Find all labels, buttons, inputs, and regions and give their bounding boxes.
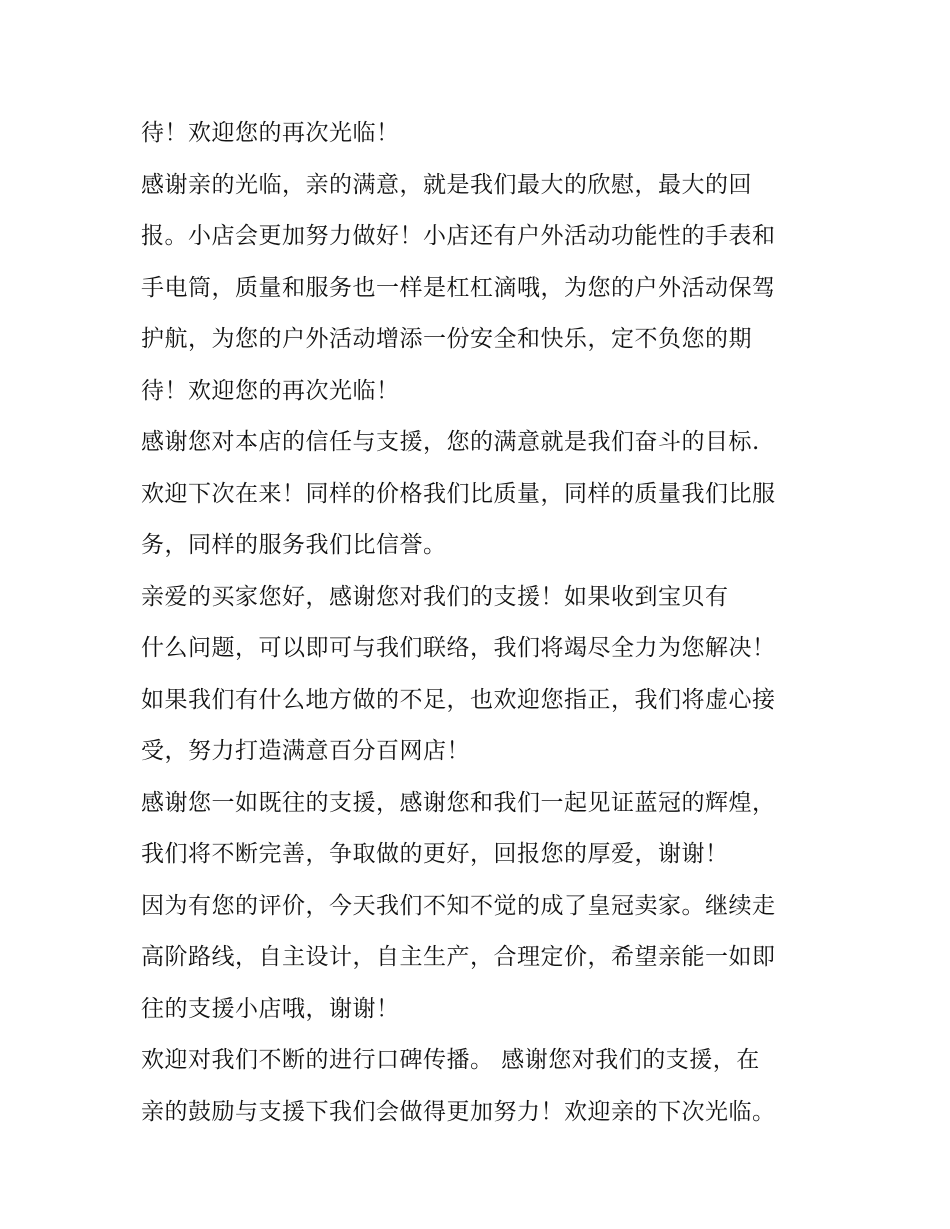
text-line-4: 手电筒，质量和服务也一样是杠杠滴哦，为您的户外活动保驾: [141, 274, 776, 301]
text-line-2: 感谢亲的光临，亲的满意，就是我们最大的欣慰，最大的回: [141, 171, 752, 198]
text-line-3: 报。小店会更加努力做好！小店还有户外活动功能性的手表和: [141, 223, 776, 249]
text-line-19: 欢迎对我们不断的进行口碑传播。 感谢您对我们的支援，在: [141, 1047, 760, 1073]
text-line-1: 待！欢迎您的再次光临！: [141, 120, 400, 146]
text-line-15: 我们将不断完善，争取做的更好，回报您的厚爱，谢谢！: [141, 841, 729, 867]
text-line-5: 护航，为您的户外活动增添一份安全和快乐，定不负您的期: [141, 326, 752, 352]
text-line-7: 感谢您对本店的信任与支援，您的满意就是我们奋斗的目标.: [141, 429, 760, 455]
text-line-12: 如果我们有什么地方做的不足，也欢迎您指正，我们将虚心接: [141, 686, 776, 713]
text-line-14: 感谢您一如既往的支援，感谢您和我们一起见证蓝冠的辉煌，: [141, 789, 776, 816]
text-line-10: 亲爱的买家您好，感谢您对我们的支援！如果收到宝贝有: [141, 583, 729, 610]
body-text: [141, 108, 841, 1138]
text-line-11: 什么问题，可以即可与我们联络，我们将竭尽全力为您解决！: [141, 635, 776, 661]
text-line-9: 务，同样的服务我们比信誉。: [141, 532, 447, 558]
text-line-16: 因为有您的评价，今天我们不知不觉的成了皇冠卖家。继续走: [141, 892, 776, 919]
text-line-18: 往的支援小店哦，谢谢！: [141, 995, 400, 1022]
text-line-6: 待！欢迎您的再次光临！: [141, 377, 400, 404]
text-line-17: 高阶路线，自主设计，自主生产，合理定价，希望亲能一如即: [141, 944, 776, 970]
text-line-20: 亲的鼓励与支援下我们会做得更加努力！欢迎亲的下次光临。: [141, 1098, 776, 1125]
text-line-8: 欢迎下次在来！同样的价格我们比质量，同样的质量我们比服: [141, 480, 776, 507]
text-line-13: 受，努力打造满意百分百网店！: [141, 738, 470, 764]
